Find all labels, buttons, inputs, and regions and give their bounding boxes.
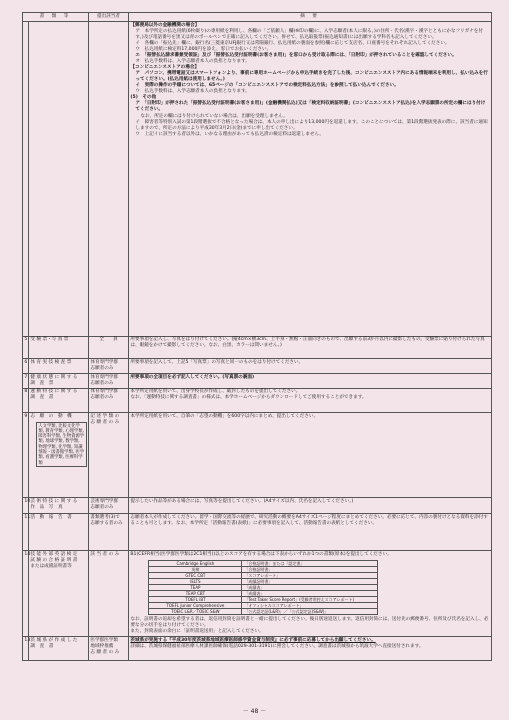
applicant-scope: 医学群医学類 地域枠推薦 志 願 者 の み bbox=[89, 636, 129, 661]
test-name: TEAP CBT bbox=[149, 590, 242, 596]
english-test-row bbox=[149, 608, 378, 614]
table-row bbox=[23, 373, 492, 388]
fee-instruction-line: オ 払込手数料は、入学志願者本人の負担となります。 bbox=[135, 59, 250, 65]
applicant-scope: 芸術専門学群 志願者のみ bbox=[89, 497, 129, 514]
applicant-scope: 全 員 bbox=[89, 336, 129, 359]
applicant-scope: 書類選考(3)で 志願する者のみ bbox=[89, 514, 129, 551]
row-number: 6 bbox=[23, 359, 29, 374]
row-number: 13 bbox=[23, 636, 29, 661]
required-document: 「オフィシャルスコアレポート」 bbox=[242, 602, 378, 608]
header-summary: 摘 要 bbox=[129, 13, 492, 22]
test-name: TOEIC L&R／TOEIC S&W bbox=[149, 608, 242, 614]
fee-instruction-line: ア 本学所定の払込用紙(6枚綴り)の専用紙を利用し、各欄の「ご依頼人」欄(※印の欄)に、入学志願者(本人に限る。)の住所・氏名(漢字・漢字とともにかなフリガナを付す。)及び電話番号を黒又は青のボールペンで正確に記入してください。併せて、払込取扱票(振込通知書)には出願する学科名も記入してください。 bbox=[135, 28, 483, 40]
row-number: 11 bbox=[23, 514, 29, 551]
test-name: 英検 bbox=[149, 566, 242, 572]
row-summary: 本学所定用紙を用いて、出身学校長が作成し、厳封したものを提出してください。 なお、「運動特技に関する調査書」の様式は、本学ホームページからダウンロードしてご使用することができます。 bbox=[129, 388, 492, 413]
row-summary: 本学所定用紙を用いて、自筆の「志望の動機」を600字以内にまとめ、提出してください。 bbox=[129, 413, 492, 498]
row-number: 7 bbox=[23, 373, 29, 388]
test-name: Cambridge English bbox=[149, 560, 242, 566]
test-name: GTEC CBT bbox=[149, 572, 242, 578]
table-row bbox=[23, 336, 492, 359]
row-number: 9 bbox=[23, 413, 29, 498]
fee-instruction-line: ウ 上記イに該当する者以外は、いかなる理由があっても払込済の検定料は返還しません。 bbox=[135, 131, 324, 137]
fee-instruction-line: ア パソコン、携帯電話又はスマートフォンより、事前に専用ホームページから申込手続きを完了した後、コンビニエンスストア内にある情報端末を利用し、払い込みを行ってください。(払込用紙は使用しません。) bbox=[135, 71, 488, 83]
table-row bbox=[23, 413, 492, 498]
document-name bbox=[29, 413, 89, 498]
test-name: TOEFL Junior Comprehensive bbox=[149, 602, 242, 608]
table-header bbox=[23, 13, 492, 22]
row-summary: 所要事項を記入して、上記5「写真票」の写真と同一のものをはり付けてください。 bbox=[129, 359, 492, 374]
table-row bbox=[23, 636, 492, 661]
document-name: 健 康 状 態 に 関 す る 調 査 票 bbox=[29, 373, 89, 388]
table-row bbox=[23, 514, 492, 551]
document-name: 茨 城 県 が 作 成 し た 調 査 書 bbox=[29, 636, 89, 661]
fee-instruction-line: エ 「振替払込請求書兼受領証」及び「振替払込受付証明書(お客さま用)」を窓口から受け取る際には、「日附印」が押されていることを確認してください。 bbox=[135, 53, 457, 59]
fee-instruction-line: イ 障害者等特別入試の第1段階選抜で不合格となった場合は、本人の申し出により13,000円を返還します。このことについては、第1段階選抜発表の際に、該当者に通知しますので、所定の方法により平成30年3月2日(金)までに申し出てください。 bbox=[135, 119, 488, 131]
row-number: 14 bbox=[23, 550, 29, 636]
english-test-intro: B1(CEFR相当(医学群医学類は2C1相当))以上のスコアを有する場合は下表からいずれか1つの書類(原本)を提出してください。 bbox=[130, 551, 392, 557]
row-summary bbox=[129, 636, 492, 661]
required-document: 「成績証明書」 bbox=[242, 578, 378, 584]
row-number: 10 bbox=[23, 497, 29, 514]
applicant-scope: 記 述 学 類 の 志 願 者 の み bbox=[89, 413, 129, 498]
document-name: 活 動 報 告 書 bbox=[29, 514, 89, 551]
motivation-title: 志 願 の 動 機 bbox=[30, 413, 72, 419]
required-document: 「合格証明書」 bbox=[242, 566, 378, 572]
test-name: TEAP bbox=[149, 584, 242, 590]
fee-instruction-line: ア 「日附印」が押された「振替払込受付証明書(お客さま用)」(金融機関払込)又は「検定料収納証明書」(コンビニエンスストア払込)を入学志願票の所定の欄にはり付けてください。 bbox=[135, 101, 486, 113]
applicant-scope: 該 当 者 の み bbox=[89, 550, 129, 636]
document-name: 受 験 票・写 真 票 bbox=[29, 336, 89, 359]
requirements-table bbox=[22, 12, 492, 661]
header-documents: 書 類 等 bbox=[23, 13, 89, 22]
table-row bbox=[23, 388, 492, 413]
fee-instruction-line: ウ 払込用紙に検定料17,000円を添え、窓口でお払いください。 bbox=[135, 46, 272, 52]
document-name: 芸 術 特 技 に 関 す る 作 品 写 真 bbox=[29, 497, 89, 514]
fee-instruction-line: 【郵便局以外の金融機関の場合】 bbox=[130, 22, 200, 28]
required-document: 「スコアレポート」 bbox=[242, 572, 378, 578]
row-summary: 提示したい作品等がある場合には、写真等を提出してください。(A4サイズ以内、氏名を記入してください。) bbox=[129, 497, 492, 514]
test-name: TOEFL iBT bbox=[149, 596, 242, 602]
header-applicants: 提出該当者 bbox=[89, 13, 129, 22]
fee-instruction-line: 【コンビニエンスストアの場合】 bbox=[130, 65, 200, 71]
table-row bbox=[23, 550, 492, 636]
page-number: － 48 － bbox=[242, 708, 267, 715]
required-document: 「成績表」 bbox=[242, 584, 378, 590]
test-name: IELTS bbox=[149, 578, 242, 584]
document-name: 運 動 特 技 に 関 す る 調 査 書 bbox=[29, 388, 89, 413]
required-document: 「公式認定証(L&R)」／「公式認定証(S&W)」 bbox=[242, 608, 378, 614]
english-test-summary bbox=[129, 550, 492, 636]
prefecture-contact-note: 詳細は、茨城県保健福祉部医療人材課医師確保(電話029-301-3191)に照会してください。調査書は茨城県から筑波大学へ直接送付されます。 bbox=[130, 643, 424, 649]
english-test-return-note: なお、証明書の返却を希望する者は、返信用封筒を証明書と一緒に提出してください。後日別途返送します。返信用封筒には、送付先の郵便番号、住所及び氏名を記入し、必要な分の切手をはり付けてください。 また、封筒表面の余白に「証明書返送用」と記入してください。 bbox=[130, 616, 489, 634]
fee-payment-text bbox=[129, 22, 492, 337]
required-document: 「Test Taker Score Report」(受験者用控えスコアレポート) bbox=[242, 596, 378, 602]
english-test-table bbox=[148, 560, 378, 615]
row-number: 5 bbox=[23, 336, 29, 359]
document-name: 体 育 実 技 検 査 票 bbox=[29, 359, 89, 374]
fee-instruction-line: イ 各欄の「振込先」欄に、銀行名(三菱東京UFJ銀行又は常陽銀行、払込用紙の裏面を参照)欄に応じて支店名、口座番号をそれぞれ記入してください。 bbox=[135, 40, 450, 46]
applicant-scope: 体育専門学群 志願者のみ bbox=[89, 359, 129, 374]
applicant-scope: 体育専門学群 志願者のみ bbox=[89, 388, 129, 413]
table-row-fees bbox=[23, 22, 492, 337]
fee-instruction-line: イ 実際の操作の手順については、65ページの「コンビニエンスストアでの検定料払込方法」を参照して払い込んでください。 bbox=[135, 83, 399, 89]
table-row bbox=[23, 359, 492, 374]
row-summary: 志願者本人が作成してください。留学・国際交流等の経歴で、研究活動の概要をA4サイズ1ページ程度にまとめてください。必要に応じて、内容の裏付けとなる資料を添付することも可とします。なお、本学所定「活動報告書(表紙)」に必要事項を記入して、活動報告書の表紙としてください。 bbox=[129, 514, 492, 551]
fee-instruction-line: ウ 払込手数料は、入学志願者本人の負担となります。 bbox=[135, 89, 250, 95]
fee-instruction-line: (5) その他 bbox=[130, 95, 157, 101]
row-summary: 所要事項を記入し、写真をはり付けてください。(縦4cm×横3cm、上半身・無帽・正面向きのもので、出願する前3か月以内に撮影したもの。受験票に貼り付けられた写真は、眼鏡をかけて撮影してください。なお、白黒、カラーは問いません。) bbox=[129, 336, 492, 359]
required-document: 「合格証明書」または「認定書」 bbox=[242, 560, 378, 566]
row-summary: 所要事項の全項目を必ず記入してください。(写真票の裏面) bbox=[129, 373, 492, 388]
document-name: 技 能 外 部 英 語 検 定 試 験 の 合 格 証 明 書 または成績証明書等 bbox=[29, 550, 89, 636]
motivation-target-list: 人文学類, 比較文化学類, 教育学類, 心理学類, 障害科学類, 生物資源学類, 地球学類, 数学類, 物理学類, 化学類, 知識情報・図書館学類, 医学類, 看護学類, 医療科学類 bbox=[36, 422, 86, 467]
row-number: 8 bbox=[23, 388, 29, 413]
fee-instruction-line: なお、所定の欄にはり付けられていない場合は、出願を受理しません。 bbox=[140, 113, 288, 119]
required-document: 「成績表」 bbox=[242, 590, 378, 596]
applicant-scope: 体育専門学群 志願者のみ bbox=[89, 373, 129, 388]
prefecture-application-note: 茨城県が実施する『平成30年度茨城県地域医療医師修学資金貸与制度』に必ず事前に応募してから出願してください。 bbox=[130, 637, 376, 643]
table-row bbox=[23, 497, 492, 514]
